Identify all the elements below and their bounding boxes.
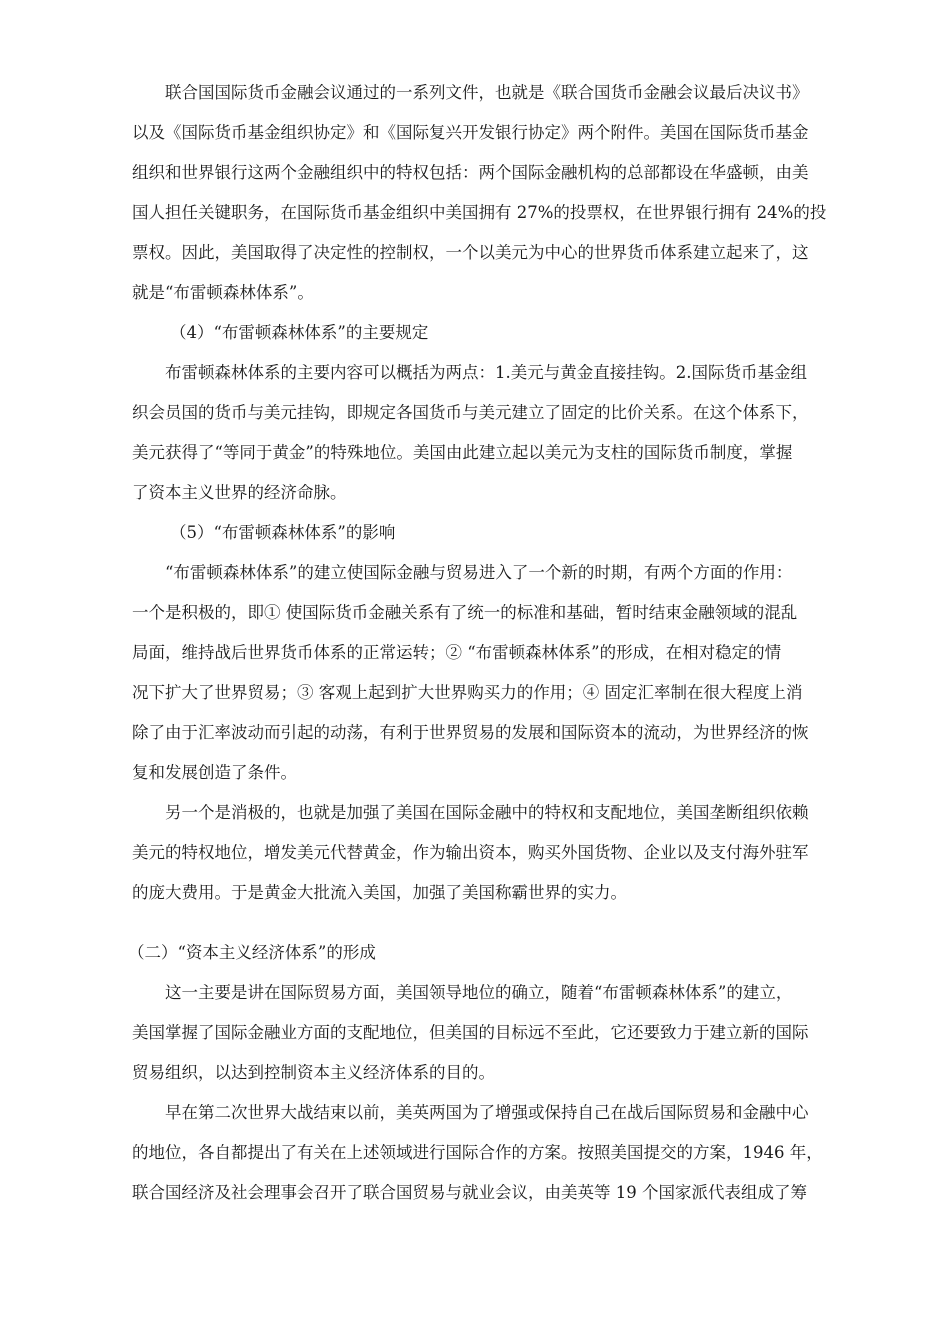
paragraph-1-line-6: 就是“布雷顿森林体系”。 bbox=[132, 283, 314, 302]
paragraph-3-line-5: 除了由于汇率波动而引起的动荡，有利于世界贸易的发展和国际资本的流动，为世界经济的恢 bbox=[132, 723, 809, 742]
paragraph-2-line-2: 织会员国的货币与美元挂钩，即规定各国货币与美元建立了固定的比价关系。在这个体系下， bbox=[132, 403, 809, 422]
section-heading-2: （二）“资本主义经济体系”的形成 bbox=[128, 943, 376, 962]
paragraph-3-line-4: 况下扩大了世界贸易；③ 客观上起到扩大世界购买力的作用；④ 固定汇率制在很大程度上消 bbox=[132, 683, 803, 702]
paragraph-3-line-3: 局面，维持战后世界货币体系的正常运转；② “布雷顿森林体系”的形成，在相对稳定的情 bbox=[132, 643, 782, 662]
paragraph-1-line-1: 联合国国际货币金融会议通过的一系列文件，也就是《联合国货币金融会议最后决议书》 bbox=[165, 83, 809, 102]
paragraph-6-line-2: 的地位，各自都提出了有关在上述领域进行国际合作的方案。按照美国提交的方案，1946 年， bbox=[132, 1143, 823, 1162]
paragraph-2-line-3: 美元获得了“等同于黄金”的特殊地位。美国由此建立起以美元为支柱的国际货币制度，掌握 bbox=[132, 443, 793, 462]
paragraph-2-line-4: 了资本主义世界的经济命脉。 bbox=[132, 483, 347, 502]
paragraph-5-line-3: 贸易组织，以达到控制资本主义经济体系的目的。 bbox=[132, 1063, 495, 1082]
subheading-4: （4）“布雷顿森林体系”的主要规定 bbox=[170, 323, 429, 342]
paragraph-6-line-3: 联合国经济及社会理事会召开了联合国贸易与就业会议，由美英等 19 个国家派代表组成了筹 bbox=[132, 1183, 807, 1202]
paragraph-1-line-4: 国人担任关键职务，在国际货币基金组织中美国拥有 27%的投票权，在世界银行拥有 24%的投 bbox=[132, 203, 827, 222]
paragraph-4-line-2: 美元的特权地位，增发美元代替黄金，作为输出资本，购买外国货物、企业以及支付海外驻军 bbox=[132, 843, 809, 862]
paragraph-3-line-1: “布雷顿森林体系”的建立使国际金融与贸易进入了一个新的时期，有两个方面的作用： bbox=[165, 563, 793, 582]
paragraph-1-line-3: 组织和世界银行这两个金融组织中的特权包括：两个国际金融机构的总部都设在华盛顿，由美 bbox=[132, 163, 809, 182]
paragraph-2-line-1: 布雷顿森林体系的主要内容可以概括为两点：1.美元与黄金直接挂钩。2.国际货币基金组 bbox=[165, 363, 807, 382]
paragraph-4-line-3: 的庞大费用。于是黄金大批流入美国，加强了美国称霸世界的实力。 bbox=[132, 883, 627, 902]
paragraph-4-line-1: 另一个是消极的，也就是加强了美国在国际金融中的特权和支配地位，美国垄断组织依赖 bbox=[165, 803, 809, 822]
paragraph-5-line-1: 这一主要是讲在国际贸易方面，美国领导地位的确立，随着“布雷顿森林体系”的建立， bbox=[165, 983, 793, 1002]
paragraph-5-line-2: 美国掌握了国际金融业方面的支配地位，但美国的目标远不至此，它还要致力于建立新的国际 bbox=[132, 1023, 809, 1042]
paragraph-3-line-6: 复和发展创造了条件。 bbox=[132, 763, 297, 782]
paragraph-6-line-1: 早在第二次世界大战结束以前，美英两国为了增强或保持自己在战后国际贸易和金融中心 bbox=[165, 1103, 809, 1122]
paragraph-1-line-2: 以及《国际货币基金组织协定》和《国际复兴开发银行协定》两个附件。美国在国际货币基金 bbox=[132, 123, 809, 142]
paragraph-1-line-5: 票权。因此，美国取得了决定性的控制权，一个以美元为中心的世界货币体系建立起来了，这 bbox=[132, 243, 809, 262]
subheading-5: （5）“布雷顿森林体系”的影响 bbox=[170, 523, 396, 542]
paragraph-3-line-2: 一个是积极的，即① 使国际货币金融关系有了统一的标准和基础，暂时结束金融领域的混乱 bbox=[132, 603, 798, 622]
